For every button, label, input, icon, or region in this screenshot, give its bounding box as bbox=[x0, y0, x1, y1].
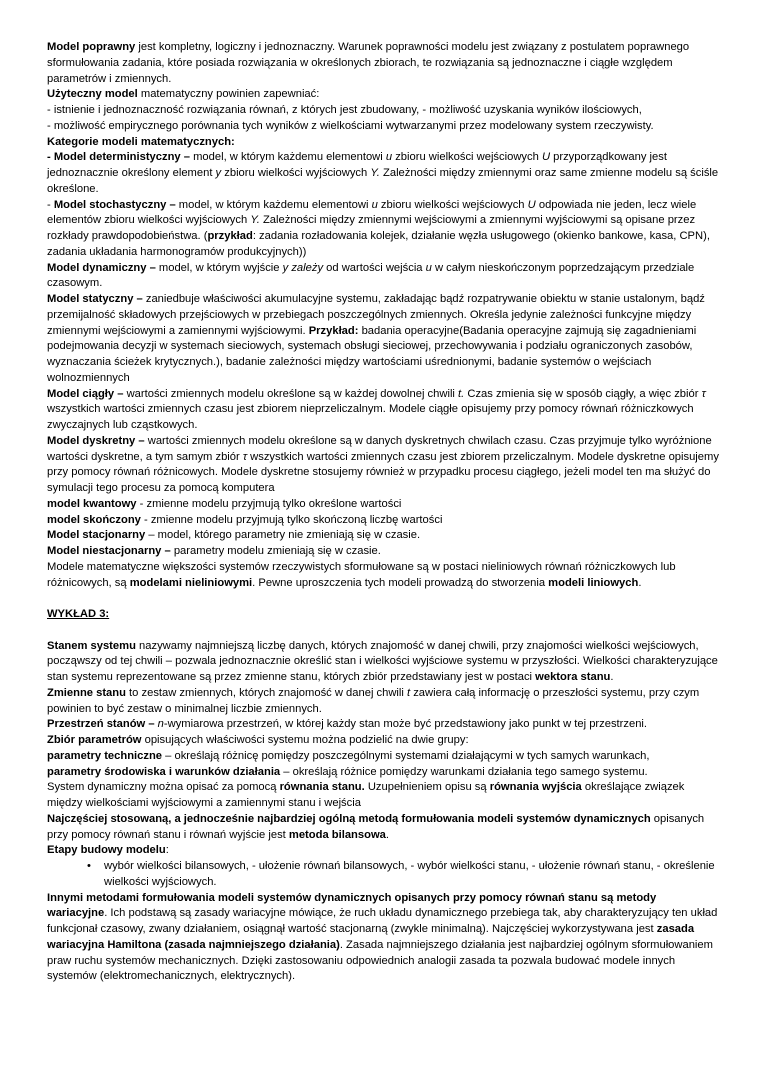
paragraph-metody-wariacyjne: Innymi metodami formułowania modeli systemów dynamicznych opisanych przy pomocy równań stanu są metody wariacyjne. Ich podstawą są zasady wariacyjne mówiące, że ruch układu dynamicznego przebiega tak, aby charakteryzujący ten układ funkcjonał czasowy, zwany działaniem, osiągnął wartość stacjonarną (zwykle minimalną). Najczęściej wykorzystywana jest zasada wariacyjna Hamiltona (zasada najmniejszego działania). Zasada najmniejszego działania jest najbardziej ogólnym sformułowaniem praw ruchu systemów mechanicznych. Dzięki zastosowaniu odpowiednich analogii zasada ta pozwala budować modele innych systemów (elektromechanicznych, elektrycznych). bbox=[47, 891, 718, 983]
list-item: • wybór wielkości bilansowych, - ułożenie równań bilansowych, - wybór wielkości stanu, - ułożenie równań stanu, - określenie wielkości wyjściowych. bbox=[87, 859, 719, 891]
paragraph-skonczony: model skończony - zmienne modelu przyjmują tylko skończoną liczbę wartości bbox=[47, 513, 443, 526]
term-uzyteczny-model: Użyteczny model bbox=[47, 88, 138, 101]
etapy-list bbox=[47, 859, 719, 891]
paragraph-parametry-srodowiska: parametry środowiska i warunków działania – określają różnice pomiędzy warunkami działania tego samego systemu. bbox=[47, 765, 648, 778]
paragraph-przestrzen-stanow: Przestrzeń stanów – n-wymiarowa przestrzeń, w której każdy stan może być przedstawiony jako punkt w tej przestrzeni. bbox=[47, 718, 648, 731]
paragraph-kwantowy: model kwantowy - zmienne modelu przyjmują tylko określone wartości bbox=[47, 497, 402, 510]
paragraph-niestacjonarny: Model niestacjonarny – parametry modelu zmieniają się w czasie. bbox=[47, 545, 381, 557]
term-stochastyczny: Model stochastyczny – bbox=[53, 198, 176, 211]
paragraph-parametry-techniczne: parametry techniczne – określają różnicę pomiędzy poszczególnymi systemami działającymi w tych samych warunkach, bbox=[47, 749, 650, 762]
paragraph-uzyteczny-model: Użyteczny model matematyczny powinien zapewniać: bbox=[47, 88, 320, 101]
uzyteczny-line-1: - istnienie i jednoznaczność rozwiązania równań, z których jest zbudowany, - możliwość uzyskania wyników ilościowych, bbox=[47, 104, 642, 116]
heading-wyklad-3: WYKŁAD 3: bbox=[47, 608, 110, 620]
spacer bbox=[47, 591, 719, 607]
paragraph-stan-systemu: Stanem systemu nazywamy najmniejszą liczbę danych, których znajomość w danej chwili, przy znajomości wielkości wejściowych, począwszy od tej chwili – pozwala jednoznacznie określić stan i wielkości wyjściowe systemu w przyszłości. Wielkości charakteryzujące stan systemu reprezentowane są przez zmienne stanu, których zbiór przedstawiany jest w postaci wektora stanu. bbox=[47, 639, 718, 683]
term-statyczny: Model statyczny – bbox=[47, 293, 143, 305]
paragraph-statyczny: Model statyczny – zaniedbuje właściwości akumulacyjne systemu, zakładając bądź rozpatrywanie obiektu w stanie ustalonym, bądź przemijalność składowych przejściowych w przebiegach poszczególnych zmiennych. Określa jedynie zależności funkcyjne między zmiennymi wejściowymi a zamiennymi wyjściowymi. Przykład: badania operacyjne(Badania operacyjne zajmują się zagadnieniami podejmowania decyzji w systemach sieciowych, systemach obsługi sieciowej, przechowywania i podziału ograniczonych zasobów, wyznaczania ścieżek krytycznych.), badanie zależności między wartościami uśrednionymi, badanie systemów o wejściach wolnozmiennych bbox=[47, 293, 705, 384]
heading-kategorie: Kategorie modeli matematycznych: bbox=[47, 135, 235, 148]
paragraph-ciagly: Model ciągły – wartości zmiennych modelu określone są w każdej dowolnej chwili t. Czas zmienia się w sposób ciągły, a więc zbiór τ wszystkich wartości zmiennych czasu jest zbiorem nieprzeliczalnym. Modele ciągłe opisujemy przy pomocy równań różniczkowych zwyczajnych lub cząstkowych. bbox=[47, 387, 706, 431]
document-page bbox=[47, 40, 719, 985]
spacer bbox=[47, 623, 719, 639]
heading-etapy: Etapy budowy modelu: bbox=[47, 844, 169, 857]
paragraph-zmienne-stanu: Zmienne stanu to zestaw zmiennych, których znajomość w danej chwili t zawiera całą informację o przeszłości systemu, przy czym powinien to być zestaw o minimalnej liczbie zmiennych. bbox=[47, 686, 700, 715]
paragraph-metoda-bilansowa: Najczęściej stosowaną, a jednocześnie najbardziej ogólną metodą formułowania modeli systemów dynamicznych opisanych przy pomocy równań stanu i równań wyjście jest metoda bilansowa. bbox=[47, 812, 705, 841]
paragraph-dyskretny: Model dyskretny – wartości zmiennych modelu określone są w danych dyskretnych chwilach czasu. Czas przyjmuje tylko wyróżnione wartości dyskretne, a tym samym zbiór τ wszystkich wartości zmiennych czasu jest zbiorem przeliczalnym. Modele dyskretne opisujemy przy pomocy równań różnicowych. Modele dyskretne stosujemy również w przypadku procesu ciągłego, jeżeli model ten ma służyć do symulacji tego procesu za pomocą komputera bbox=[47, 434, 719, 494]
paragraph-stacjonarny: Model stacjonarny – model, którego parametry nie zmieniają się w czasie. bbox=[47, 529, 421, 542]
term-ciagly: Model ciągły – bbox=[47, 387, 124, 400]
paragraph-deterministyczny: - Model deterministyczny – model, w którym każdemu elementowi u zbioru wielkości wejściowych U przyporządkowany jest jednoznacznie określony element y zbioru wielkości wyjściowych Y. Zależności między zmiennymi oraz same zmienne modelu są ściśle określone. bbox=[47, 151, 719, 195]
paragraph-nieliniowe: Modele matematyczne większości systemów rzeczywistych sformułowane są w postaci nieliniowych równań różniczkowych lub różnicowych, są modelami nieliniowymi. Pewne uproszczenia tych modeli prowadzą do stworzenia modeli liniowych. bbox=[47, 560, 676, 589]
term-dynamiczny: Model dynamiczny – bbox=[47, 261, 156, 274]
term-deterministyczny: - Model deterministyczny – bbox=[47, 151, 190, 164]
paragraph-model-poprawny: Model poprawny jest kompletny, logiczny i jednoznaczny. Warunek poprawności modelu jest związany z postulatem poprawnego sformułowania zadania, które posiada rozwiązania w określonych zbiorach, te rozwiązania są jednoznaczne i ciągłe względem parametrów i zmiennych. bbox=[47, 41, 690, 85]
uzyteczny-line-2: - możliwość empirycznego porównania tych wyników z wielkościami wytwarzanymi przez modelowany system rzeczywisty. bbox=[47, 119, 654, 132]
paragraph-rownania-stanu: System dynamiczny można opisać za pomocą równania stanu. Uzupełnieniem opisu są równania wyjścia określające związek między wielkościami wyjściowymi a zamiennymi stanu i wejścia bbox=[47, 781, 685, 809]
paragraph-dynamiczny: Model dynamiczny – model, w którym wyjście y zależy od wartości wejścia u w całym nieskończonym poprzedzającym przedziale czasowym. bbox=[47, 261, 695, 290]
paragraph-stochastyczny: - Model stochastyczny – model, w którym każdemu elementowi u zbioru wielkości wejściowych U odpowiada nie jeden, lecz wiele elementów zbioru wielkości wyjściowych Y. Zależności między zmiennymi wejściowymi a zmiennymi wyjściowymi są opisane przez rozkłady prawdopodobieństwa. (przykład: zadania rozładowania kolejek, działanie węzła usługowego (okienko bankowe, kasa, CPN), zadania układania harmonogramów produkcyjnych)) bbox=[47, 198, 710, 258]
term-dyskretny: Model dyskretny – bbox=[47, 434, 145, 447]
paragraph-zbior-parametrow: Zbiór parametrów opisujących właściwości systemu można podzielić na dwie grupy: bbox=[47, 734, 469, 746]
term-model-poprawny: Model poprawny bbox=[47, 41, 136, 53]
